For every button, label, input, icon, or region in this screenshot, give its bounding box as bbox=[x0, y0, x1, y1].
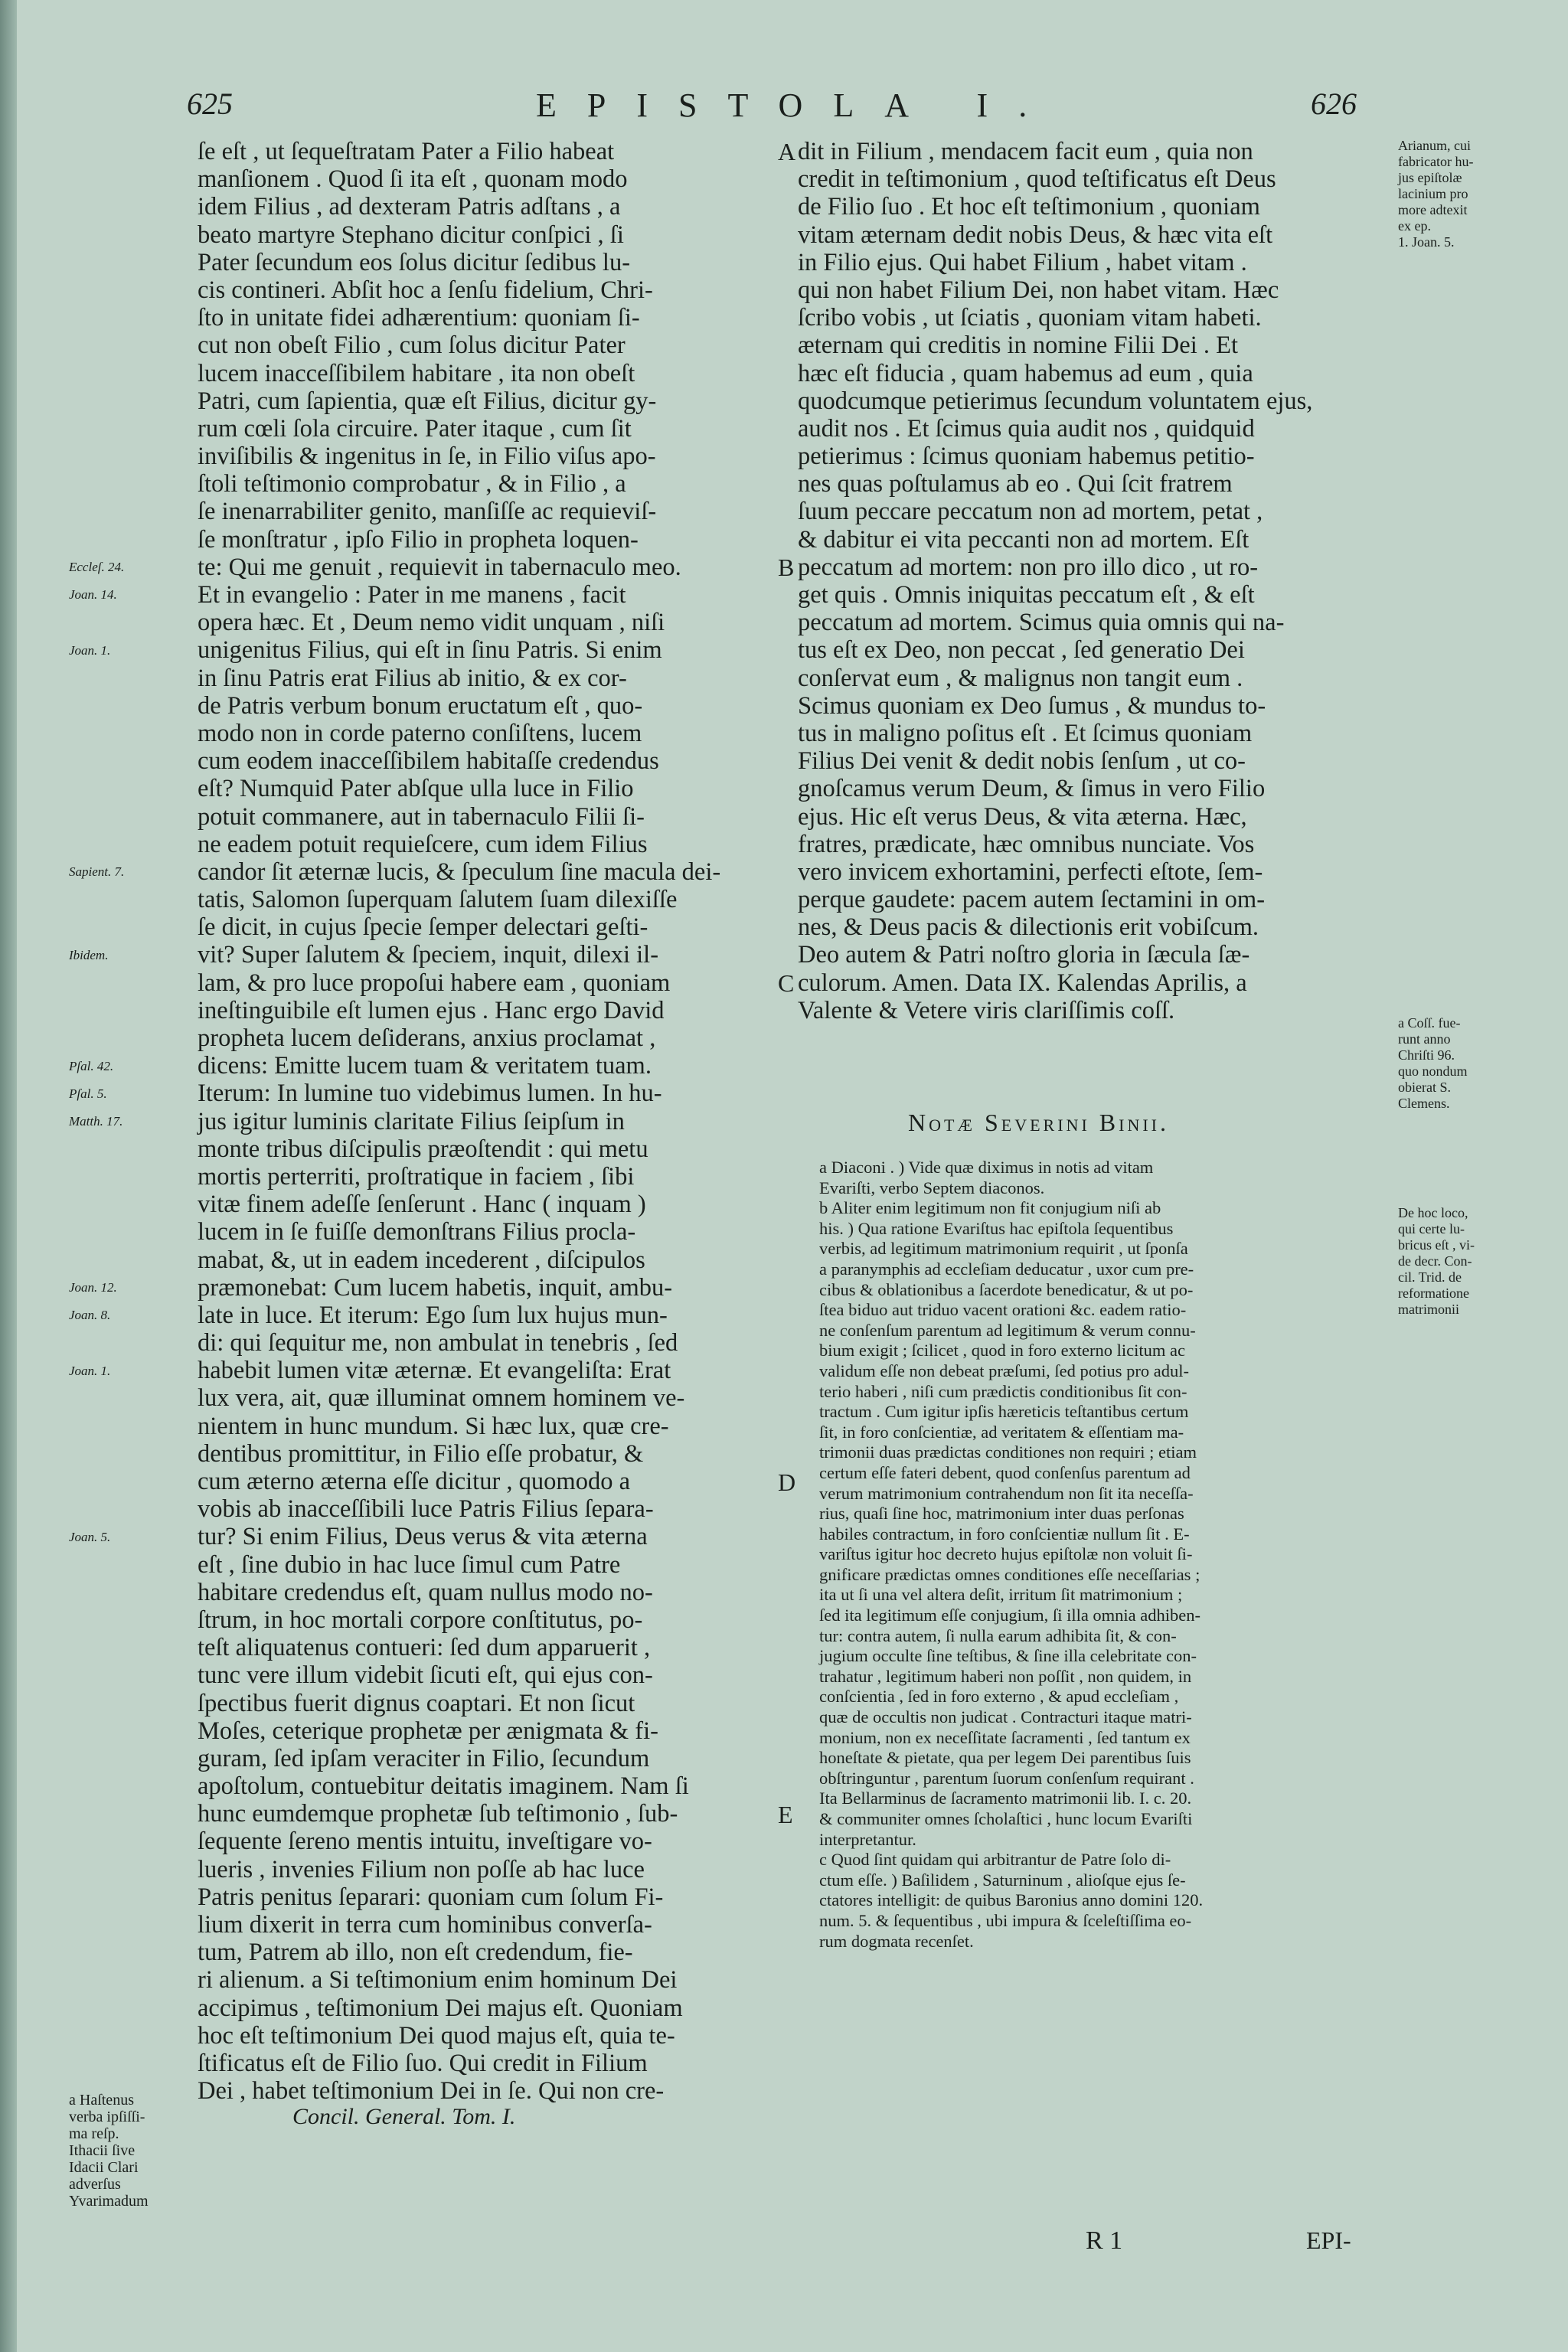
text-line: ſcribo vobis , ut ſciatis , quoniam vitam habeti. bbox=[798, 304, 1262, 332]
note-line: ne conſenſum parentum ad legitimum & verum connu- bbox=[819, 1320, 1196, 1340]
note-line: verbis, ad legitimum matrimonium requirit , ut ſponſa bbox=[819, 1239, 1188, 1259]
right-margin-note-consuls bbox=[1398, 1015, 1468, 1112]
footnote-line: adverſus bbox=[69, 2176, 121, 2193]
margin-note-line: ex ep. bbox=[1398, 218, 1431, 234]
text-line: & dabitur ei vita peccanti non ad mortem. Eſt bbox=[798, 525, 1250, 554]
text-line: petierimus : ſcimus quoniam habemus petitio- bbox=[798, 443, 1255, 471]
text-line: ſe dicit, in cujus ſpecie ſemper delectari geſti- bbox=[198, 913, 648, 942]
text-line: tur? Si enim Filius, Deus verus & vita æterna bbox=[198, 1523, 648, 1551]
note-line: quæ de occultis non judicat . Contracturi itaque matri- bbox=[819, 1707, 1192, 1727]
text-line: lam, & pro luce propoſui habere eam , quoniam bbox=[198, 969, 671, 997]
text-line: jus igitur luminis claritate Filius ſeipſum in bbox=[198, 1107, 625, 1135]
scripture-reference: Joan. 8. bbox=[69, 1308, 111, 1323]
footnote-line: Ithacii ſive bbox=[69, 2142, 136, 2159]
text-line: Pater ſecundum eos ſolus dicitur ſedibus lu- bbox=[198, 248, 631, 276]
margin-note-line: qui certe lu- bbox=[1398, 1221, 1465, 1236]
note-line: & communiter omnes ſcholaſtici , hunc locum Evariſti bbox=[819, 1809, 1193, 1828]
section-letter: B bbox=[778, 554, 795, 581]
text-line: tatis, Salomon ſuperquam ſalutem ſuam dilexiſſe bbox=[198, 886, 678, 914]
left-footnote bbox=[69, 2092, 149, 2210]
note-line: obſtringuntur , parentum ſuorum conſenſum requirant . bbox=[819, 1768, 1194, 1788]
note-line: rius, quaſi ſine hoc, matrimonium inter duas perſonas bbox=[819, 1504, 1184, 1524]
note-line: cibus & oblationibus a ſacerdote benedicatur, & ut po- bbox=[819, 1279, 1194, 1299]
text-line: vitam æternam dedit nobis Deus, & hæc vita eſt bbox=[798, 220, 1273, 249]
note-line: terio haberi , niſi cum prædictis conditionibus ſit con- bbox=[819, 1381, 1187, 1401]
text-line: ſtoli teſtimonio comprobatur , & in Filio , a bbox=[198, 470, 626, 498]
text-line: teſt aliquatenus contueri: ſed dum apparuerit , bbox=[198, 1634, 651, 1662]
footnote-line: ma reſp. bbox=[69, 2125, 119, 2142]
note-line: gnificare prædictas omnes conditiones eſſe neceſſarias ; bbox=[819, 1564, 1200, 1584]
text-line: candor ſit æternæ lucis, & ſpeculum ſine macula dei- bbox=[198, 858, 721, 886]
scripture-reference: Matth. 17. bbox=[69, 1114, 123, 1129]
text-line: præmonebat: Cum lucem habetis, inquit, ambu- bbox=[198, 1273, 673, 1302]
text-line: hunc eumdemque prophetæ ſub teſtimonio , ſub- bbox=[198, 1800, 678, 1828]
text-line: perque gaudete: pacem autem ſectamini in om- bbox=[798, 886, 1266, 914]
right-margin-note-arianum bbox=[1398, 138, 1473, 250]
text-line: nes quas poſtulamus ab eo . Qui ſcit fratrem bbox=[798, 470, 1233, 498]
text-line: tunc vere illum videbit ſicuti eſt, qui ejus con- bbox=[198, 1661, 653, 1690]
margin-note-line: bricus eſt , vi- bbox=[1398, 1237, 1475, 1253]
margin-note-line: reformatione bbox=[1398, 1285, 1469, 1301]
note-line: ſed ita legitimum eſſe conjugium, ſi illa omnia adhiben- bbox=[819, 1606, 1201, 1625]
text-line: ſto in unitate fidei adhærentium: quoniam ſi- bbox=[198, 304, 640, 332]
text-line: ſtrum, in hoc mortali corpore conſtitutus, po- bbox=[198, 1606, 643, 1634]
note-line: verum matrimonium contrahendum non ſit ita neceſſa- bbox=[819, 1483, 1194, 1503]
text-line: lium dixerit in terra cum hominibus converſa- bbox=[198, 1911, 652, 1939]
text-line: dicens: Emitte lucem tuam & veritatem tuam. bbox=[198, 1052, 652, 1080]
scripture-reference: Joan. 5. bbox=[69, 1530, 111, 1544]
text-line: ſpectibus fuerit dignus coaptari. Et non ſicut bbox=[198, 1689, 635, 1717]
text-line: vero invicem exhortamini, perfecti eſtote, ſem- bbox=[798, 858, 1263, 886]
text-line: late in luce. Et iterum: Ego ſum lux hujus mun- bbox=[198, 1301, 668, 1329]
text-line: de Filio ſuo . Et hoc eſt teſtimonium , quoniam bbox=[798, 193, 1260, 221]
note-line: monium, non ex neceſſitate ſacramenti , ſed tantum ex bbox=[819, 1727, 1191, 1747]
note-line: ctatores intelligit: de quibus Baronius anno domini 120. bbox=[819, 1890, 1204, 1910]
text-line: te: Qui me genuit , requievit in tabernaculo meo. bbox=[198, 553, 681, 581]
footnote-line: Idacii Clari bbox=[69, 2159, 139, 2176]
margin-note-line: de decr. Con- bbox=[1398, 1253, 1472, 1269]
section-letter: A bbox=[778, 138, 796, 165]
text-line: idem Filius , ad dexteram Patris adſtans , a bbox=[198, 193, 621, 221]
text-line: cum eodem inacceſſibilem habitaſſe credendus bbox=[198, 747, 659, 776]
binding-gutter bbox=[0, 0, 17, 2352]
note-line: habiles contractum, in foro conſcientiæ nullum ſit . E- bbox=[819, 1524, 1190, 1544]
text-line: tum, Patrem ab illo, non eſt credendum, fie- bbox=[198, 1939, 633, 1967]
margin-note-line: Arianum, cui bbox=[1398, 138, 1471, 153]
text-line: qui non habet Filium Dei, non habet vitam. Hæc bbox=[798, 276, 1279, 304]
text-line: ſtificatus eſt de Filio ſuo. Qui credit in Filium bbox=[198, 2049, 648, 2077]
note-line: bium exigit ; ſcilicet , quod in foro externo licitum ac bbox=[819, 1341, 1186, 1361]
footnote-line: verba ipſiſſi- bbox=[69, 2109, 145, 2125]
text-line: unigenitus Filius, qui eſt in ſinu Patris. Si enim bbox=[198, 636, 662, 665]
text-line: ſe inenarrabiliter genito, manſiſſe ac requieviſ- bbox=[198, 498, 657, 526]
note-line: rum dogmata recenſet. bbox=[819, 1931, 974, 1951]
margin-note-line: fabricator hu- bbox=[1398, 154, 1474, 169]
note-line: honeſtate & pietate, qua per legem Dei parentibus ſuis bbox=[819, 1748, 1191, 1768]
text-line: Iterum: In lumine tuo videbimus lumen. In hu- bbox=[198, 1080, 662, 1108]
note-line: trahatur , legitimum haberi non poſſit , non quidem, in bbox=[819, 1666, 1192, 1686]
text-line: gnoſcamus verum Deum, & ſimus in vero Filio bbox=[798, 775, 1266, 803]
text-line: cis contineri. Abſit hoc a ſenſu fidelium, Chri- bbox=[198, 276, 653, 304]
text-line: habitare credendus eſt, quam nullus modo no- bbox=[198, 1578, 653, 1606]
text-line: ſequente ſereno mentis intuitu, inveſtigare vo- bbox=[198, 1828, 652, 1856]
text-line: fratres, prædicate, hæc omnibus nunciate. Vos bbox=[798, 830, 1255, 858]
text-line: habebit lumen vitæ æternæ. Et evangeliſta: Erat bbox=[198, 1357, 671, 1385]
note-line: validum eſſe non debeat præſumi, ſed potius pro adul- bbox=[819, 1361, 1190, 1380]
scripture-reference: Ibidem. bbox=[69, 947, 109, 962]
text-line: di: qui ſequitur me, non ambulat in tenebris , ſed bbox=[198, 1329, 678, 1357]
text-line: apoſtolum, contuebitur deitatis imaginem. Nam ſi bbox=[198, 1772, 689, 1801]
left-text-column bbox=[198, 138, 786, 2105]
text-line: manſionem . Quod ſi ita eſt , quonam modo bbox=[198, 165, 628, 194]
text-line: audit nos . Et ſcimus quia audit nos , quidquid bbox=[798, 414, 1255, 443]
note-line: trimonii duas prædictas conditiones non requiri ; etiam bbox=[819, 1442, 1197, 1462]
text-line: lucem in ſe fuiſſe demonſtrans Filius procla- bbox=[198, 1218, 636, 1246]
text-line: Et in evangelio : Pater in me manens , facit bbox=[198, 581, 626, 609]
text-line: culorum. Amen. Data IX. Kalendas Aprilis, a bbox=[798, 969, 1247, 997]
text-line: Dei , habet teſtimonium Dei in ſe. Qui non cre- bbox=[198, 2077, 665, 2105]
text-line: opera hæc. Et , Deum nemo vidit unquam , niſi bbox=[198, 609, 665, 637]
text-line: vit? Super ſalutem & ſpeciem, inquit, dilexi il- bbox=[198, 941, 659, 969]
text-line: beato martyre Stephano dicitur conſpici , ſi bbox=[198, 220, 624, 249]
text-line: tus eſt ex Deo, non peccat , ſed generatio Dei bbox=[798, 636, 1245, 665]
margin-note-line: Chriſti 96. bbox=[1398, 1047, 1455, 1063]
text-line: mortis perterriti, proſtratique in faciem , ſibi bbox=[198, 1162, 635, 1191]
text-line: eſt? Numquid Pater abſque ulla luce in Filio bbox=[198, 775, 634, 803]
note-line: tur: contra autem, ſi nulla earum adhibita ſit, & con- bbox=[819, 1625, 1177, 1645]
text-line: lux vera, ait, quæ illuminat omnem hominem ve- bbox=[198, 1384, 685, 1413]
footnote-line: Yvarimadum bbox=[69, 2193, 149, 2210]
text-line: eſt , ſine dubio in hac luce ſimul cum Patre bbox=[198, 1550, 621, 1579]
running-header bbox=[0, 86, 1568, 132]
text-line: guram, ſed ipſam veraciter in Filio, ſecundum bbox=[198, 1744, 650, 1772]
page-number-left: 625 bbox=[187, 87, 233, 121]
note-line: c Quod ſint quidam qui arbitrantur de Patre ſolo di- bbox=[819, 1850, 1171, 1870]
note-line: ita ut ſi una vel altera deſit, irritum ſit matrimonium ; bbox=[819, 1585, 1183, 1605]
footnote-line: a Haſtenus bbox=[69, 2092, 134, 2109]
text-line: conſervat eum , & malignus non tangit eum . bbox=[798, 664, 1243, 692]
section-letter: E bbox=[778, 1801, 793, 1828]
scripture-reference: Sapient. 7. bbox=[69, 864, 125, 880]
note-line: b Aliter enim legitimum non fit conjugium niſi ab bbox=[819, 1198, 1161, 1218]
note-line: ſtea biduo aut triduo vacent orationi &c. eadem ratio- bbox=[819, 1300, 1187, 1320]
scripture-reference: Joan. 1. bbox=[69, 642, 111, 658]
text-line: hoc eſt teſtimonium Dei quod majus eſt, quia te- bbox=[198, 2021, 675, 2050]
text-line: ejus. Hic eſt verus Deus, & vita æterna. Hæc, bbox=[798, 802, 1247, 831]
notes-heading: Notæ Severini Binii. bbox=[908, 1109, 1169, 1136]
text-line: accipimus , teſtimonium Dei majus eſt. Quoniam bbox=[198, 1994, 683, 2022]
text-line: Valente & Vetere viris clariſſimis coſſ. bbox=[798, 996, 1175, 1024]
note-line: a Diaconi . ) Vide quæ diximus in notis ad vitam bbox=[819, 1158, 1154, 1177]
text-line: get quis . Omnis iniquitas peccatum eſt , & eſt bbox=[798, 581, 1255, 609]
text-line: ſe monſtratur , ipſo Filio in propheta loquen- bbox=[198, 525, 639, 554]
text-line: dit in Filium , mendacem facit eum , quia non bbox=[798, 138, 1253, 165]
signature-mark: R 1 bbox=[1086, 2226, 1123, 2255]
scripture-reference: Joan. 1. bbox=[69, 1363, 111, 1378]
text-line: potuit commanere, aut in tabernaculo Filii ſi- bbox=[198, 802, 645, 831]
right-text-column bbox=[798, 138, 1387, 1024]
text-line: cum æterno æterna eſſe dicitur , quomodo a bbox=[198, 1468, 630, 1495]
text-line: Moſes, ceterique prophetæ per ænigmata & fi- bbox=[198, 1717, 658, 1745]
text-line: ſuum peccare peccatum non ad mortem, petat , bbox=[798, 498, 1263, 526]
margin-note-line: lacinium pro bbox=[1398, 186, 1468, 201]
text-line: æternam qui creditis in nomine Filii Dei . Et bbox=[798, 332, 1238, 360]
text-line: cut non obeſt Filio , cum ſolus dicitur Pater bbox=[198, 332, 626, 360]
text-line: vitæ finem adeſſe ſenſerunt . Hanc ( inquam ) bbox=[198, 1191, 646, 1219]
note-line: conſcientia , ſed in foro externo , & apud eccleſiam , bbox=[819, 1687, 1179, 1707]
note-line: variſtus igitur hoc decreto hujus epiſtolæ non voluit ſi- bbox=[819, 1544, 1193, 1564]
margin-note-line: more adtexit bbox=[1398, 202, 1468, 217]
catchword: EPI- bbox=[1306, 2226, 1351, 2254]
note-line: his. ) Qua ratione Evariſtus hac epiſtola ſequentibus bbox=[819, 1218, 1174, 1238]
text-line: lueris , invenies Filium non poſſe ab hac luce bbox=[198, 1855, 645, 1883]
right-margin-note-hoc-loco bbox=[1398, 1205, 1475, 1318]
text-line: Filius Dei venit & dedit nobis ſenſum , ut co- bbox=[798, 747, 1246, 776]
text-line: peccatum ad mortem: non pro illo dico , ut ro- bbox=[798, 553, 1259, 581]
margin-note-line: a Coſſ. fue- bbox=[1398, 1015, 1461, 1031]
text-line: hæc eſt fiducia , quam habemus ad eum , quia bbox=[798, 359, 1253, 387]
margin-note-line: jus epiſtolæ bbox=[1398, 170, 1462, 185]
section-letter: D bbox=[778, 1468, 796, 1496]
margin-note-line: 1. Joan. 5. bbox=[1398, 234, 1455, 250]
page-number-right: 626 bbox=[1311, 87, 1357, 121]
note-line: a paranymphis ad eccleſiam deducatur , uxor cum pre- bbox=[819, 1259, 1194, 1279]
scripture-reference: Joan. 14. bbox=[69, 587, 117, 603]
scripture-reference: Joan. 12. bbox=[69, 1280, 117, 1295]
text-line: rum cœli ſola circuire. Pater itaque , cum ſit bbox=[198, 414, 632, 443]
text-line: Deo autem & Patri noſtro gloria in ſæcula ſæ- bbox=[798, 941, 1250, 969]
text-line: in ſinu Patris erat Filius ab initio, & ex cor- bbox=[198, 664, 627, 692]
note-line: Ita Bellarminus de ſacramento matrimonii lib. I. c. 20. bbox=[819, 1788, 1192, 1808]
margin-note-line: De hoc loco, bbox=[1398, 1205, 1468, 1220]
text-line: de Patris verbum bonum eructatum eſt , quo- bbox=[198, 691, 643, 720]
scripture-reference: Pſal. 42. bbox=[69, 1058, 114, 1073]
text-line: Patris penitus ſeparari: quoniam cum ſolum Fi- bbox=[198, 1883, 664, 1911]
scripture-reference: Pſal. 5. bbox=[69, 1086, 107, 1101]
text-line: quodcumque petierimus ſecundum voluntatem ejus, bbox=[798, 387, 1313, 415]
text-line: nientem in hunc mundum. Si hæc lux, quæ cre- bbox=[198, 1412, 669, 1440]
section-letter: C bbox=[778, 969, 795, 997]
margin-note-line: cil. Trid. de bbox=[1398, 1269, 1462, 1285]
text-line: ne eadem potuit requieſcere, cum idem Filius bbox=[198, 830, 648, 858]
text-line: tus in maligno poſitus eſt . Et ſcimus quoniam bbox=[798, 719, 1253, 747]
margin-note-line: runt anno bbox=[1398, 1031, 1451, 1047]
note-line: num. 5. & ſequentibus , ubi impura & ſceleſtiſſima eo- bbox=[819, 1910, 1192, 1930]
text-line: monte tribus diſcipulis præoſtendit : qui metu bbox=[198, 1135, 648, 1163]
text-line: Scimus quoniam ex Deo ſumus , & mundus to- bbox=[798, 691, 1266, 720]
note-line: interpretantur. bbox=[819, 1829, 916, 1849]
text-line: peccatum ad mortem. Scimus quia omnis qui na- bbox=[798, 609, 1285, 637]
note-line: tractum . Cum igitur ipſis hæreticis teſtantibus certum bbox=[819, 1402, 1189, 1422]
text-line: mabat, &, ut in eadem incederent , diſcipulos bbox=[198, 1246, 645, 1274]
margin-note-line: matrimonii bbox=[1398, 1302, 1459, 1317]
note-line: certum eſſe fateri debent, quod conſenſus parentum ad bbox=[819, 1462, 1191, 1482]
margin-note-line: obierat S. bbox=[1398, 1080, 1451, 1095]
text-line: vobis ab inacceſſibili luce Patris Filius ſepara- bbox=[198, 1495, 654, 1524]
text-line: in Filio ejus. Qui habet Filium , habet vitam . bbox=[798, 248, 1247, 276]
text-line: ineſtinguibile eſt lumen ejus . Hanc ergo David bbox=[198, 996, 665, 1024]
note-line: Evariſti, verbo Septem diaconos. bbox=[819, 1178, 1045, 1197]
note-line: ctum eſſe. ) Baſilidem , Saturninum , alioſque ejus ſe- bbox=[819, 1870, 1186, 1890]
text-line: ri alienum. a Si teſtimonium enim hominum Dei bbox=[198, 1966, 678, 1994]
text-line: propheta lucem deſiderans, anxius proclamat , bbox=[198, 1024, 656, 1052]
text-line: Patri, cum ſapientia, quæ eſt Filius, dicitur gy- bbox=[198, 387, 657, 415]
footer-volume: Concil. General. Tom. I. bbox=[292, 2104, 516, 2129]
notes-severini-binii bbox=[819, 1158, 1393, 1952]
margin-note-line: Clemens. bbox=[1398, 1096, 1450, 1111]
text-line: modo non in corde paterno conſiſtens, lucem bbox=[198, 719, 642, 747]
scripture-reference: Eccleſ. 24. bbox=[69, 560, 125, 574]
text-line: ſe eſt , ut ſequeſtratam Pater a Filio habeat bbox=[198, 138, 615, 165]
note-line: jugium occulte ſine teſtibus, & ſine illa celebritate con- bbox=[819, 1646, 1197, 1666]
text-line: lucem inacceſſibilem habitare , ita non obeſt bbox=[198, 359, 635, 387]
text-line: credit in teſtimonium , quod teſtificatus eſt Deus bbox=[798, 165, 1276, 194]
margin-note-line: quo nondum bbox=[1398, 1063, 1468, 1079]
running-title: EPISTOLA I. bbox=[536, 87, 1058, 124]
note-line: ſit, in foro conſcientiæ, ad veritatem & eſſentiam ma- bbox=[819, 1422, 1184, 1442]
text-line: inviſibilis & ingenitus in ſe, in Filio viſus apo- bbox=[198, 443, 656, 471]
text-line: dentibus promittitur, in Filio eſſe probatur, & bbox=[198, 1439, 644, 1468]
text-line: nes, & Deus pacis & dilectionis erit vobiſcum. bbox=[798, 913, 1259, 942]
